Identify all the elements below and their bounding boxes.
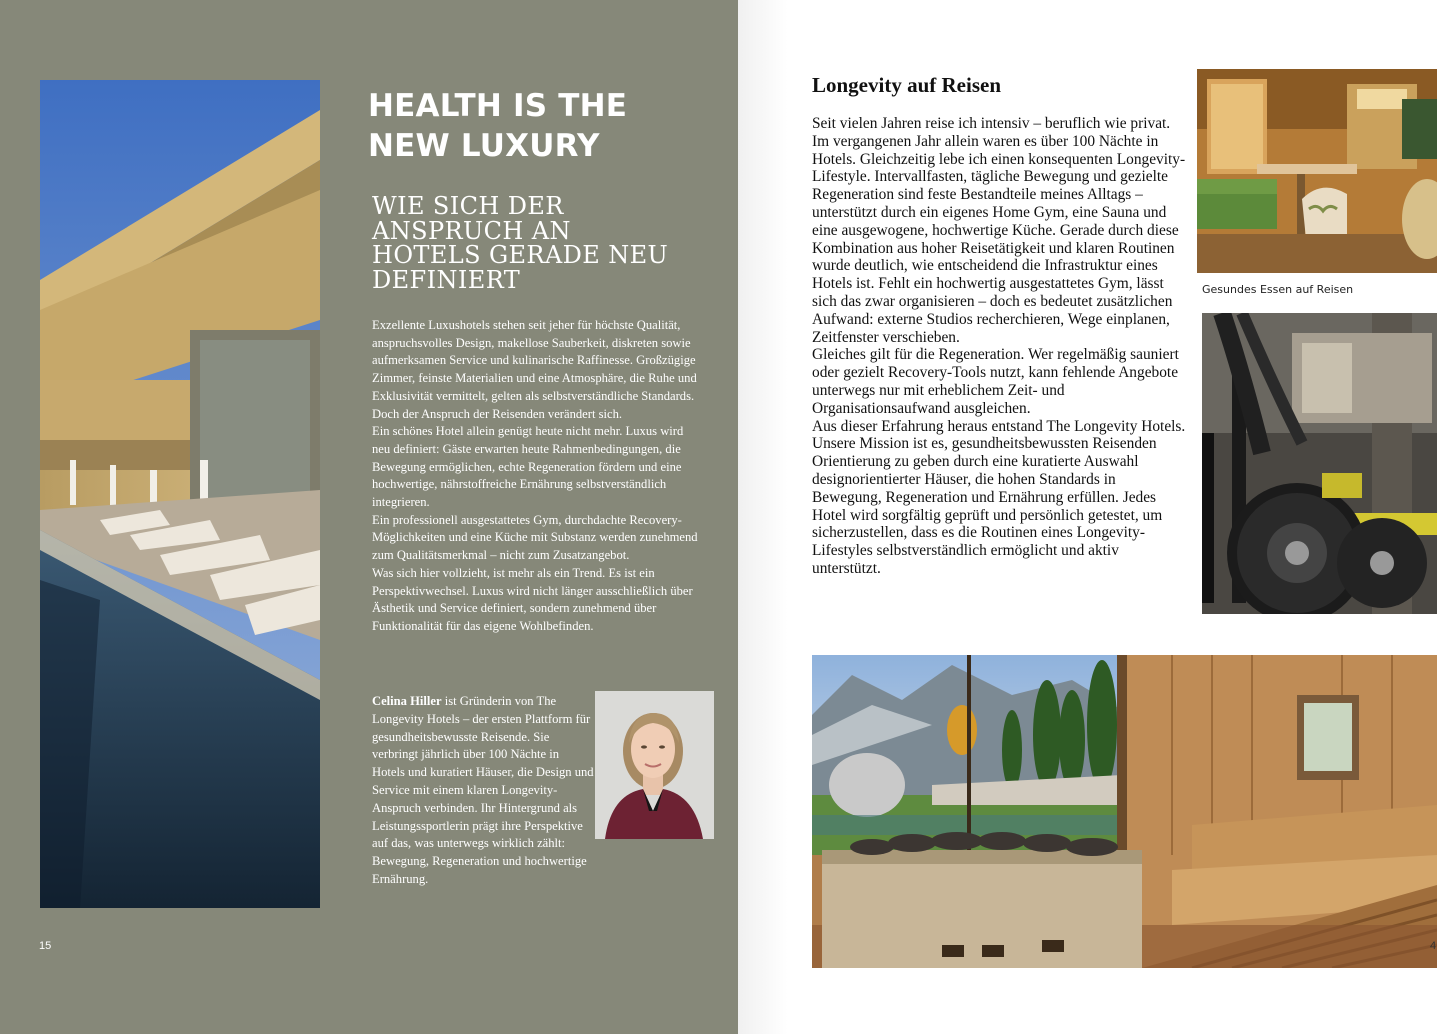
page-number: 4 xyxy=(1430,940,1437,952)
intro-paragraph: Was sich hier vollzieht, ist mehr als ein Trend. Es ist ein Perspektivwechsel. Luxus wird nicht länger ausschließlich über Ästhetik und Service definiert, sondern zunehmend über Funktionalität für das eigene Wohlbefinden. xyxy=(372,565,693,633)
article-paragraph: Aus dieser Erfahrung heraus entstand The Longevity Hotels. Unsere Mission ist es, gesundheitsbewussten Reisenden Orientierung zu geben durch eine kuratierte Auswahl designorientierter Häuser, die hohen Standards in Bewegung, Regeneration und Ernährung erfüllen. Jedes Hotel wird sorgfältig geprüft und persönlich getestet, um sicherzustellen, dass es die Routinen eines Longevity-Lifestyles selbstverständlich ermöglicht und aktiv unterstützt. xyxy=(812,417,1186,577)
article-title: Longevity auf Reisen xyxy=(812,73,1001,97)
intro-paragraph: Exzellente Luxushotels stehen seit jeher für höchste Qualität, anspruchsvolles Design, makellose Sauberkeit, diskreten sowie aufmerksamen Service und kulinarische Raffinesse. Großzügige Zimmer, feinste Materialien und eine Atmosphäre, die Ruhe und Exklusivität vermittelt, gelten als selbstverständliche Standards. Doch der Anspruch der Reisenden verändert sich. xyxy=(372,318,697,421)
page-number: 15 xyxy=(39,940,52,952)
headline xyxy=(368,86,718,166)
gutter-shadow xyxy=(738,0,788,1034)
subheadline-line-2: ANSPRUCH AN xyxy=(372,216,571,245)
image-caption: Gesundes Essen auf Reisen xyxy=(1202,283,1354,296)
intro-text xyxy=(372,317,702,636)
hotel-pool-photo xyxy=(40,80,320,908)
subheadline-line-3: HOTELS GERADE NEU xyxy=(372,241,669,269)
headline-line-1: HEALTH IS THE xyxy=(368,88,628,124)
subheadline-line-1: WIE SICH DER xyxy=(372,192,564,220)
author-portrait-photo xyxy=(595,691,714,839)
sauna-photo xyxy=(812,655,1437,968)
article-body xyxy=(812,115,1188,578)
author-bio-text: ist Gründerin von The Longevity Hotels – der ersten Plattform für gesundheitsbewusste Reisende. Sie verbringt jährlich über 100 Nächte in Hotels und kuratiert Häuser, die Design und Service mit einem klaren Longevity-Anspruch verbinden. Ihr Hintergrund als Leistungssportlerin prägt ihre Perspektive auf das, was unterwegs wirklich zählt: Bewegung, Regeneration und hochwertige Ernährung. xyxy=(372,694,594,886)
subheadline-line-4: DEFINIERT xyxy=(372,265,521,294)
gym-photo xyxy=(1202,313,1437,614)
subheadline xyxy=(372,194,702,292)
intro-paragraph: Ein schönes Hotel allein genügt heute nicht mehr. Luxus wird neu definiert: Gäste erwarten heute Rahmenbedingungen, die Bewegung ermöglichen, echte Regeneration fördern und eine hochwertige, nährstoffreiche Ernährung selbstverständlich integrieren. xyxy=(372,424,684,510)
article-paragraph: Seit vielen Jahren reise ich intensiv – beruflich wie privat. Im vergangenen Jahr allein waren es über 100 Nächte in Hotels. Gleichzeitig lebe ich einen konsequenten Longevity-Lifestyle. Intervallfasten, tägliche Bewegung und gezielte Regeneration sind feste Bestandteile meines Alltags – unterstützt durch ein eigenes Home Gym, eine Sauna und eine ausgewogene, hochwertige Küche. Gerade durch diese Kombination aus hoher Reisetätigkeit und klaren Routinen wurde deutlich, wie entscheidend die Infrastruktur eines Hotels ist. Fehlt ein hochwertig ausgestattetes Gym, lässt sich das zwar organisieren – doch es bedeutet zusätzlichen Aufwand: externe Studios recherchieren, Wege einplanen, Zeitfenster verschieben. xyxy=(812,115,1186,346)
restaurant-photo xyxy=(1197,69,1437,273)
headline-line-2: NEW LUXURY xyxy=(368,128,600,164)
intro-paragraph: Ein professionell ausgestattetes Gym, durchdachte Recovery-Möglichkeiten und eine Küche mit Substanz werden zunehmend zum Qualitätsmerkmal – nicht zum Zusatzangebot. xyxy=(372,512,698,563)
article-paragraph: Gleiches gilt für die Regeneration. Wer regelmäßig sauniert oder gezielt Recovery-Tools nutzt, kann fehlende Angebote unterwegs nur mit erheblichem Zeit- und Organisationsaufwand ausgleichen. xyxy=(812,346,1179,417)
author-bio xyxy=(372,693,594,889)
author-name: Celina Hiller xyxy=(372,694,442,708)
